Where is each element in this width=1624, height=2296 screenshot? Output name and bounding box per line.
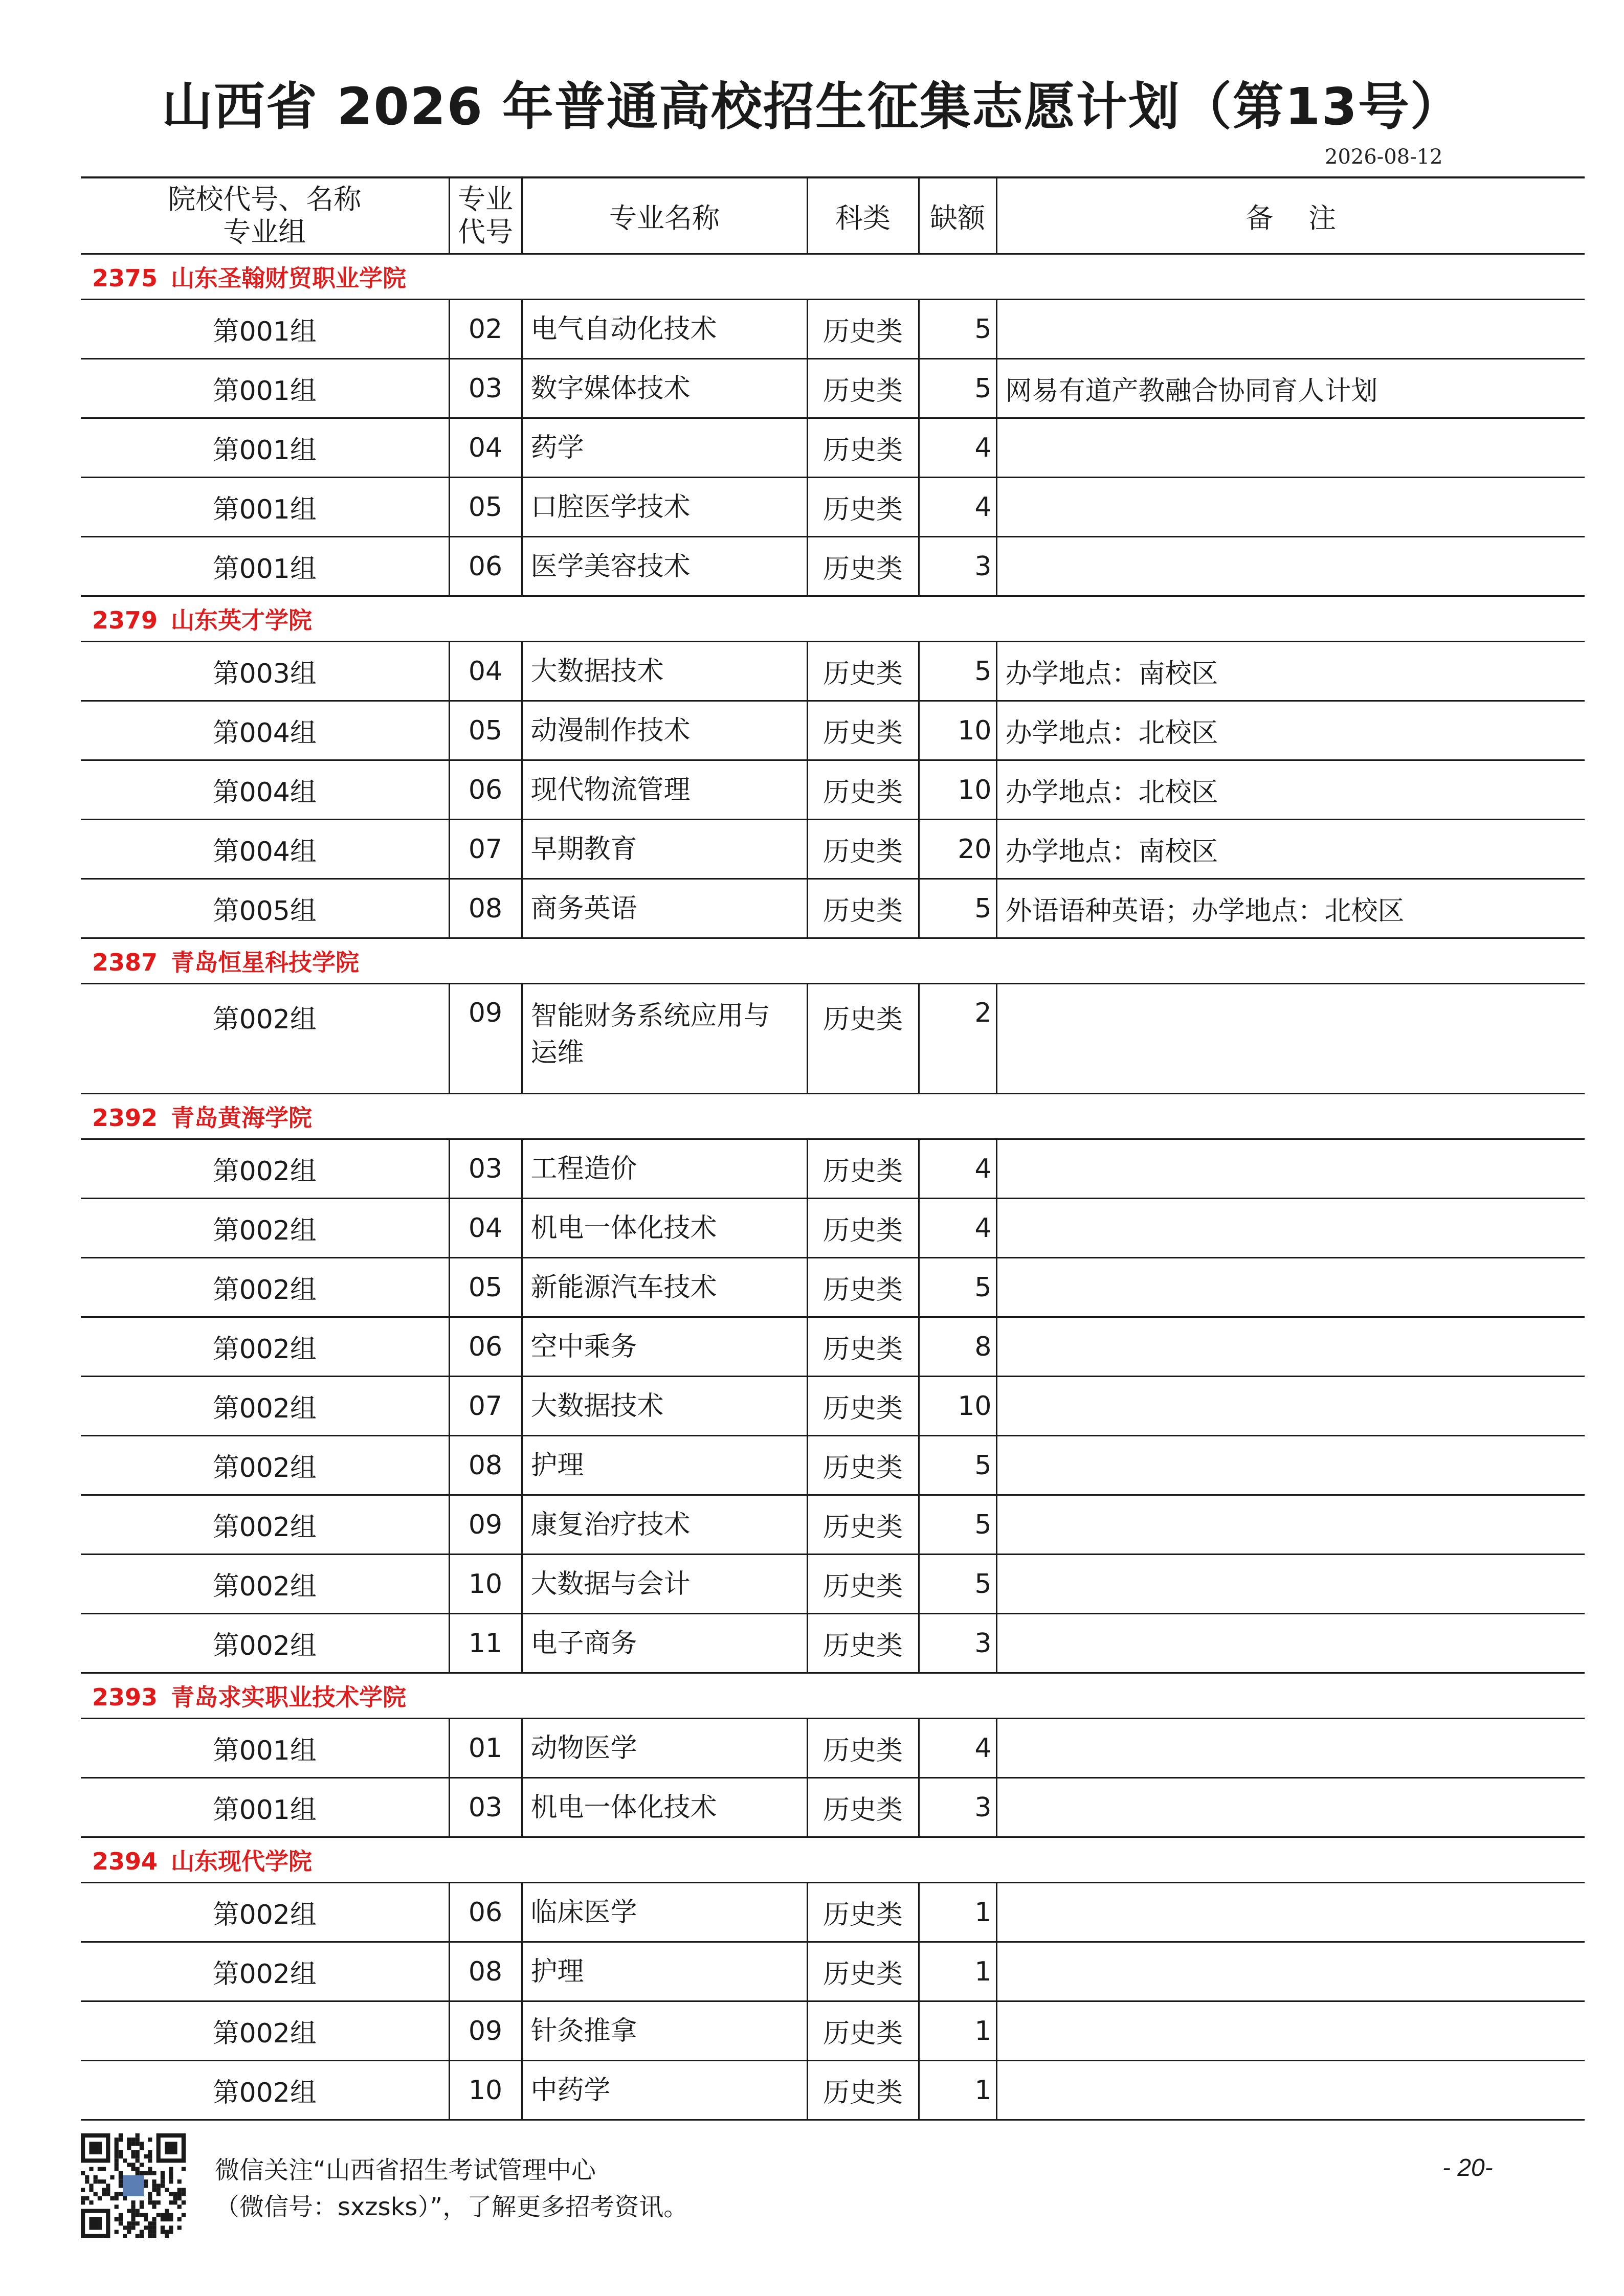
major-name-cell: 中药学 [522, 2061, 807, 2120]
table-row [81, 1555, 1585, 1614]
category-cell: 历史类 [807, 642, 919, 701]
vacancy-cell: 8 [919, 1317, 996, 1377]
table-row [81, 1614, 1585, 1673]
vacancy-cell: 4 [919, 478, 996, 537]
category-cell: 历史类 [807, 820, 919, 879]
vacancy-cell: 10 [919, 701, 996, 760]
table-row [81, 984, 1585, 1094]
vacancy-cell: 5 [919, 1495, 996, 1555]
note-cell [996, 1377, 1585, 1436]
school-name: 青岛求实职业技术学院 [171, 1683, 407, 1711]
category-cell: 历史类 [807, 418, 919, 478]
note-cell: 网易有道产教融合协同育人计划 [996, 359, 1585, 418]
vacancy-cell: 10 [919, 760, 996, 820]
vacancy-cell: 5 [919, 1258, 996, 1317]
note-cell [996, 1778, 1585, 1837]
school-heading [81, 1094, 1585, 1139]
major-name-line-1: 智能财务系统应用与 [530, 1001, 770, 1031]
major-code-cell: 08 [449, 1942, 522, 2001]
note-cell: 外语语种英语；办学地点：北校区 [996, 879, 1585, 938]
major-name-cell: 护理 [522, 1436, 807, 1495]
group-cell: 第001组 [81, 418, 449, 478]
vacancy-cell: 2 [919, 984, 996, 1094]
header-vacancy: 缺额 [919, 177, 996, 254]
publish-date: 2026-08-12 [1325, 145, 1443, 169]
major-name-cell: 商务英语 [522, 879, 807, 938]
page-title: 山西省 2026 年普通高校招生征集志愿计划（第13号） [161, 77, 1463, 137]
note-cell [996, 1436, 1585, 1495]
table-row [81, 478, 1585, 537]
note-cell [996, 418, 1585, 478]
table-row [81, 760, 1585, 820]
table-row [81, 1139, 1585, 1199]
major-code-cell: 05 [449, 701, 522, 760]
vacancy-cell: 1 [919, 1942, 996, 2001]
major-name-cell: 新能源汽车技术 [522, 1258, 807, 1317]
category-cell: 历史类 [807, 879, 919, 938]
major-code-cell: 04 [449, 418, 522, 478]
school-heading [81, 938, 1585, 984]
table-row [81, 1778, 1585, 1837]
note-cell [996, 1258, 1585, 1317]
qr-code-icon [81, 2133, 186, 2238]
major-code-cell: 04 [449, 642, 522, 701]
table-row [81, 1317, 1585, 1377]
school-name: 山东圣翰财贸职业学院 [171, 264, 407, 292]
group-cell: 第004组 [81, 701, 449, 760]
note-cell [996, 984, 1585, 1094]
vacancy-cell: 5 [919, 1555, 996, 1614]
table-row [81, 1377, 1585, 1436]
vacancy-cell: 5 [919, 300, 996, 359]
category-cell: 历史类 [807, 1614, 919, 1673]
major-code-cell: 01 [449, 1719, 522, 1778]
school-code: 2387 [92, 949, 158, 976]
school-code: 2375 [92, 264, 158, 292]
major-code-cell: 06 [449, 1883, 522, 1942]
note-cell [996, 1719, 1585, 1778]
footer-line-1: 微信关注“山西省招生考试管理中心 [215, 2156, 596, 2185]
major-code-cell: 10 [449, 1555, 522, 1614]
major-name-line-2: 运维 [530, 1038, 584, 1068]
group-cell: 第002组 [81, 1436, 449, 1495]
school-row [81, 938, 1585, 984]
major-code-cell: 10 [449, 2061, 522, 2120]
group-cell: 第002组 [81, 1317, 449, 1377]
group-cell: 第002组 [81, 1377, 449, 1436]
major-name-cell: 临床医学 [522, 1883, 807, 1942]
major-code-cell: 04 [449, 1199, 522, 1258]
major-name-cell: 口腔医学技术 [522, 478, 807, 537]
table-row [81, 1495, 1585, 1555]
vacancy-cell: 4 [919, 1139, 996, 1199]
major-name-cell: 药学 [522, 418, 807, 478]
major-code-cell: 03 [449, 1139, 522, 1199]
category-cell: 历史类 [807, 1719, 919, 1778]
major-name-cell: 现代物流管理 [522, 760, 807, 820]
major-code-cell: 05 [449, 478, 522, 537]
vacancy-cell: 1 [919, 2001, 996, 2061]
major-name-cell: 空中乘务 [522, 1317, 807, 1377]
table-row [81, 1883, 1585, 1942]
major-name-cell: 数字媒体技术 [522, 359, 807, 418]
category-cell: 历史类 [807, 359, 919, 418]
major-name-cell: 机电一体化技术 [522, 1778, 807, 1837]
category-cell: 历史类 [807, 1317, 919, 1377]
note-cell [996, 1495, 1585, 1555]
category-cell: 历史类 [807, 537, 919, 596]
group-cell: 第002组 [81, 1614, 449, 1673]
major-name-cell: 大数据技术 [522, 1377, 807, 1436]
major-name-cell: 机电一体化技术 [522, 1199, 807, 1258]
group-cell: 第002组 [81, 1942, 449, 2001]
category-cell: 历史类 [807, 1495, 919, 1555]
major-code-cell: 09 [449, 1495, 522, 1555]
major-code-cell: 09 [449, 984, 522, 1094]
group-cell: 第001组 [81, 300, 449, 359]
major-name-cell: 工程造价 [522, 1139, 807, 1199]
major-name-cell: 护理 [522, 1942, 807, 2001]
group-cell: 第001组 [81, 537, 449, 596]
header-note: 备 注 [996, 177, 1585, 254]
major-name-cell: 早期教育 [522, 820, 807, 879]
plan-table [81, 176, 1585, 2121]
group-cell: 第001组 [81, 359, 449, 418]
group-cell: 第003组 [81, 642, 449, 701]
vacancy-cell: 5 [919, 642, 996, 701]
major-code-cell: 06 [449, 760, 522, 820]
major-name-cell: 动漫制作技术 [522, 701, 807, 760]
category-cell: 历史类 [807, 984, 919, 1094]
table-header-row [81, 177, 1585, 254]
school-heading [81, 1837, 1585, 1883]
table-row [81, 1436, 1585, 1495]
major-code-cell: 03 [449, 1778, 522, 1837]
school-name: 青岛恒星科技学院 [171, 949, 360, 976]
school-row [81, 596, 1585, 642]
header-school-group: 院校代号、名称 专业组 [81, 177, 449, 254]
header-category: 科类 [807, 177, 919, 254]
table-row [81, 879, 1585, 938]
major-name-cell: 康复治疗技术 [522, 1495, 807, 1555]
vacancy-cell: 20 [919, 820, 996, 879]
vacancy-cell: 10 [919, 1377, 996, 1436]
group-cell: 第001组 [81, 1778, 449, 1837]
category-cell: 历史类 [807, 1555, 919, 1614]
group-cell: 第002组 [81, 984, 449, 1094]
category-cell: 历史类 [807, 1199, 919, 1258]
group-cell: 第002组 [81, 2061, 449, 2120]
vacancy-cell: 1 [919, 1883, 996, 1942]
major-code-cell: 09 [449, 2001, 522, 2061]
vacancy-cell: 5 [919, 359, 996, 418]
header-major-name: 专业名称 [522, 177, 807, 254]
major-name-cell: 电气自动化技术 [522, 300, 807, 359]
note-cell [996, 1139, 1585, 1199]
major-name-cell: 针灸推拿 [522, 2001, 807, 2061]
group-cell: 第001组 [81, 478, 449, 537]
vacancy-cell: 5 [919, 1436, 996, 1495]
category-cell: 历史类 [807, 1778, 919, 1837]
category-cell: 历史类 [807, 1258, 919, 1317]
category-cell: 历史类 [807, 478, 919, 537]
note-cell: 办学地点：南校区 [996, 820, 1585, 879]
note-cell [996, 2001, 1585, 2061]
note-cell [996, 1942, 1585, 2001]
major-code-cell: 05 [449, 1258, 522, 1317]
school-row [81, 1837, 1585, 1883]
table-row [81, 537, 1585, 596]
school-row [81, 1094, 1585, 1139]
group-cell: 第004组 [81, 820, 449, 879]
group-cell: 第002组 [81, 2001, 449, 2061]
category-cell: 历史类 [807, 2061, 919, 2120]
category-cell: 历史类 [807, 760, 919, 820]
table-row [81, 359, 1585, 418]
table-row [81, 1719, 1585, 1778]
page-number: - 20- [1442, 2154, 1493, 2181]
footer-line-2: （微信号：sxzsks）”，了解更多招考资讯。 [215, 2193, 688, 2221]
school-heading [81, 596, 1585, 642]
category-cell: 历史类 [807, 1377, 919, 1436]
group-cell: 第005组 [81, 879, 449, 938]
note-cell [996, 1555, 1585, 1614]
group-cell: 第001组 [81, 1719, 449, 1778]
vacancy-cell: 3 [919, 537, 996, 596]
category-cell: 历史类 [807, 1139, 919, 1199]
table-row [81, 300, 1585, 359]
vacancy-cell: 5 [919, 879, 996, 938]
category-cell: 历史类 [807, 701, 919, 760]
school-code: 2393 [92, 1683, 158, 1711]
category-cell: 历史类 [807, 1883, 919, 1942]
group-cell: 第002组 [81, 1883, 449, 1942]
note-cell [996, 537, 1585, 596]
group-cell: 第004组 [81, 760, 449, 820]
group-cell: 第002组 [81, 1199, 449, 1258]
vacancy-cell: 1 [919, 2061, 996, 2120]
note-cell [996, 1199, 1585, 1258]
vacancy-cell: 4 [919, 1719, 996, 1778]
vacancy-cell: 3 [919, 1778, 996, 1837]
note-cell: 办学地点：南校区 [996, 642, 1585, 701]
major-code-cell: 02 [449, 300, 522, 359]
school-name: 山东现代学院 [171, 1848, 313, 1875]
note-cell: 办学地点：北校区 [996, 701, 1585, 760]
major-name-cell: 医学美容技术 [522, 537, 807, 596]
category-cell: 历史类 [807, 1942, 919, 2001]
note-cell [996, 1883, 1585, 1942]
major-code-cell: 06 [449, 1317, 522, 1377]
table-row [81, 1258, 1585, 1317]
school-code: 2379 [92, 606, 158, 634]
major-code-cell: 08 [449, 1436, 522, 1495]
note-cell [996, 300, 1585, 359]
note-cell [996, 478, 1585, 537]
major-code-cell: 03 [449, 359, 522, 418]
table-row [81, 1199, 1585, 1258]
group-cell: 第002组 [81, 1555, 449, 1614]
major-code-cell: 07 [449, 1377, 522, 1436]
major-code-cell: 06 [449, 537, 522, 596]
school-code: 2394 [92, 1848, 158, 1875]
header-major-code: 专业 代号 [449, 177, 522, 254]
school-heading [81, 1673, 1585, 1719]
note-cell: 办学地点：北校区 [996, 760, 1585, 820]
major-name-cell: 大数据与会计 [522, 1555, 807, 1614]
major-code-cell: 11 [449, 1614, 522, 1673]
school-name: 青岛黄海学院 [171, 1104, 313, 1132]
category-cell: 历史类 [807, 1436, 919, 1495]
major-name-cell: 动物医学 [522, 1719, 807, 1778]
major-name-cell: 大数据技术 [522, 642, 807, 701]
table-row [81, 418, 1585, 478]
table-row [81, 701, 1585, 760]
category-cell: 历史类 [807, 300, 919, 359]
note-cell [996, 2061, 1585, 2120]
table-row [81, 1942, 1585, 2001]
major-code-cell: 07 [449, 820, 522, 879]
school-name: 山东英才学院 [171, 606, 313, 634]
major-code-cell: 08 [449, 879, 522, 938]
footer-wechat-note [215, 2152, 688, 2225]
table-row [81, 642, 1585, 701]
group-cell: 第002组 [81, 1139, 449, 1199]
group-cell: 第002组 [81, 1258, 449, 1317]
table-row [81, 2001, 1585, 2061]
note-cell [996, 1317, 1585, 1377]
school-row [81, 254, 1585, 300]
school-heading [81, 254, 1585, 300]
table-row [81, 2061, 1585, 2120]
school-code: 2392 [92, 1104, 158, 1132]
note-cell [996, 1614, 1585, 1673]
major-name-cell [522, 984, 807, 1094]
category-cell: 历史类 [807, 2001, 919, 2061]
vacancy-cell: 4 [919, 418, 996, 478]
table-row [81, 820, 1585, 879]
vacancy-cell: 4 [919, 1199, 996, 1258]
vacancy-cell: 3 [919, 1614, 996, 1673]
plan-body [81, 254, 1585, 2120]
major-name-cell: 电子商务 [522, 1614, 807, 1673]
school-row [81, 1673, 1585, 1719]
group-cell: 第002组 [81, 1495, 449, 1555]
